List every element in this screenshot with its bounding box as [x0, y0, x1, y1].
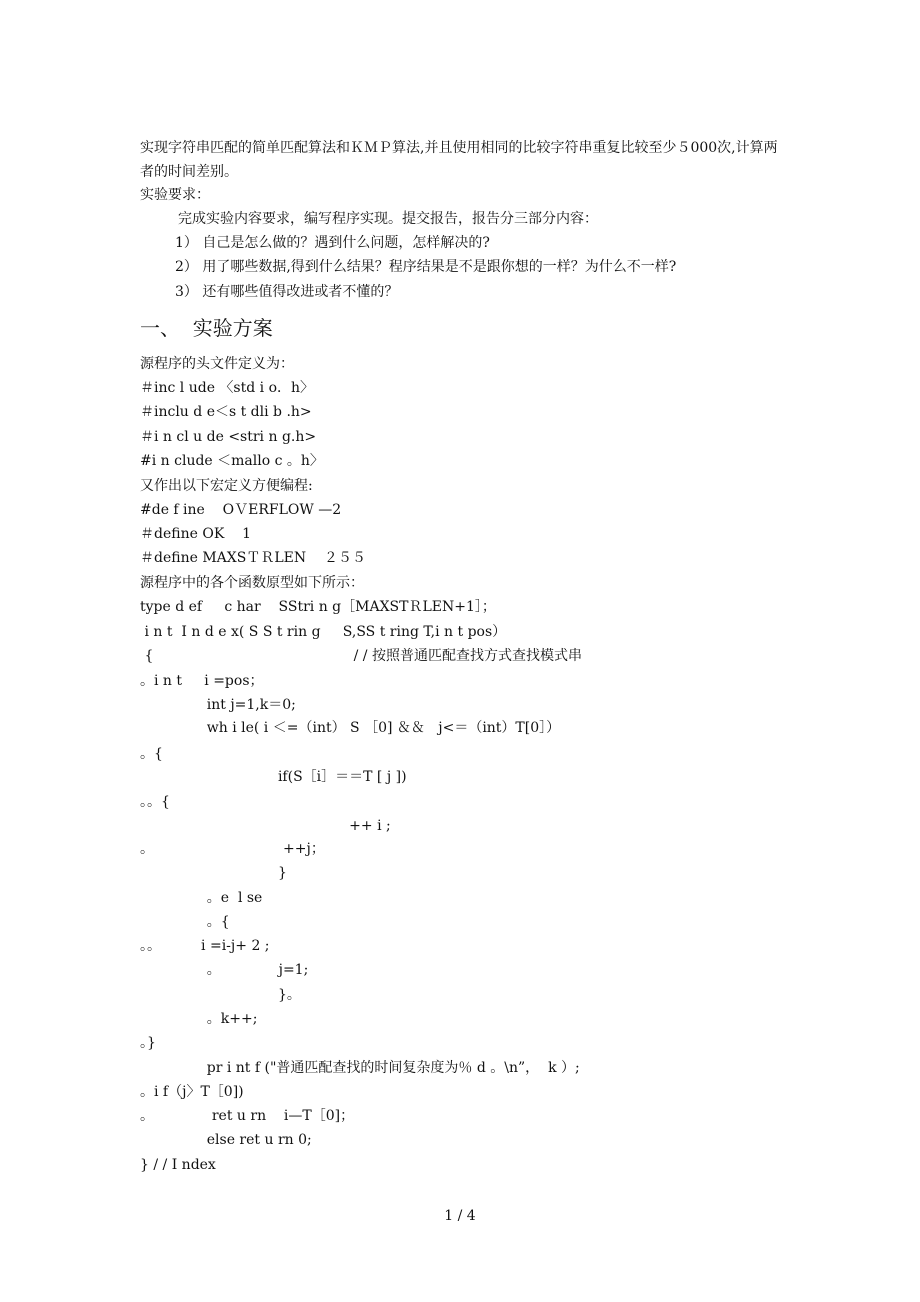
code-line: int j=1,k＝0;: [140, 697, 296, 713]
requirement-item: 3） 还有哪些值得改进或者不懂的？: [175, 284, 399, 300]
code-line: }。: [140, 987, 301, 1003]
code-line: pr i nt f ("普通匹配查找的时间复杂度为％ d 。\n”， k ）;: [140, 1060, 580, 1076]
code-line: { / / 按照普通匹配查找方式查找模式串: [140, 648, 582, 664]
code-line: 。{: [140, 746, 163, 762]
code-line: wh i le( i ＜=（int） S ［0] ＆＆ j<＝（int）T[0］）: [140, 720, 561, 736]
code-line: 。。 i =i-j+ 2 ;: [140, 938, 270, 954]
code-line: #i n clude ＜mallo c 。h〉: [140, 453, 324, 469]
requirements-line: 完成实验内容要求，编写程序实现。提交报告，报告分三部分内容：: [178, 211, 598, 227]
section-heading: 一、 实验方案: [140, 316, 273, 340]
code-line: i n t I n d e x( S S t rin g S,SS t ring T,i n t pos）: [140, 624, 507, 640]
page-number: 1 / 4: [444, 1208, 476, 1224]
code-line: else ret u rn 0;: [140, 1132, 312, 1148]
code-line: ＃i n cl u de <stri n g.h>: [140, 429, 317, 445]
code-line: 。i n t i =pos；: [140, 673, 264, 689]
code-line: #de f ine OＶERFLOW —2: [140, 502, 342, 518]
code-line: if(S［i］＝＝T [ j ]): [140, 769, 407, 785]
intro-paragraph: 实现字符串匹配的简单匹配算法和ＫＭＰ算法,并且使用相同的比较字符串重复比较至少５000次,计算两者的时间差别。: [140, 140, 778, 180]
code-line: 源程序中的各个函数原型如下所示：: [140, 575, 364, 591]
code-line: ＃inc l ude 〈std i o．h〉: [140, 380, 315, 396]
code-line: 。}: [140, 1035, 156, 1051]
code-line: 。。{: [140, 794, 170, 810]
code-line: 源程序的头文件定义为：: [140, 356, 294, 372]
code-line: } / / I ndex: [140, 1157, 216, 1173]
code-line: 。 j=1;: [140, 962, 309, 978]
code-line: 。 ++j；: [140, 841, 325, 857]
code-line: ++ i ;: [140, 818, 391, 834]
code-line: ＃inclu d e＜s t dli b .h>: [140, 404, 312, 420]
code-line: 又作出以下宏定义方便编程:: [140, 478, 313, 494]
code-line: ＃define OK 1: [140, 526, 251, 542]
requirements-title: 实验要求：: [140, 187, 210, 203]
requirement-item: 1） 自己是怎么做的？遇到什么问题，怎样解决的?: [175, 235, 490, 251]
code-line: ＃define MAXSＴＲLEN ２５５: [140, 550, 366, 566]
code-line: 。k++;: [140, 1011, 258, 1027]
requirement-item: 2） 用了哪些数据,得到什么结果？程序结果是不是跟你想的一样？为什么不一样?: [175, 259, 677, 275]
code-line: 。 ret u rn i—T［0]；: [140, 1108, 355, 1124]
code-line: 。e l se: [140, 890, 263, 906]
code-line: }: [140, 865, 287, 881]
code-line: type d ef c har SStri n g［MAXSTＲLEN+1］；: [140, 599, 496, 615]
code-line: 。i f（j〉T［0]): [140, 1084, 244, 1100]
code-line: 。{: [140, 914, 230, 930]
